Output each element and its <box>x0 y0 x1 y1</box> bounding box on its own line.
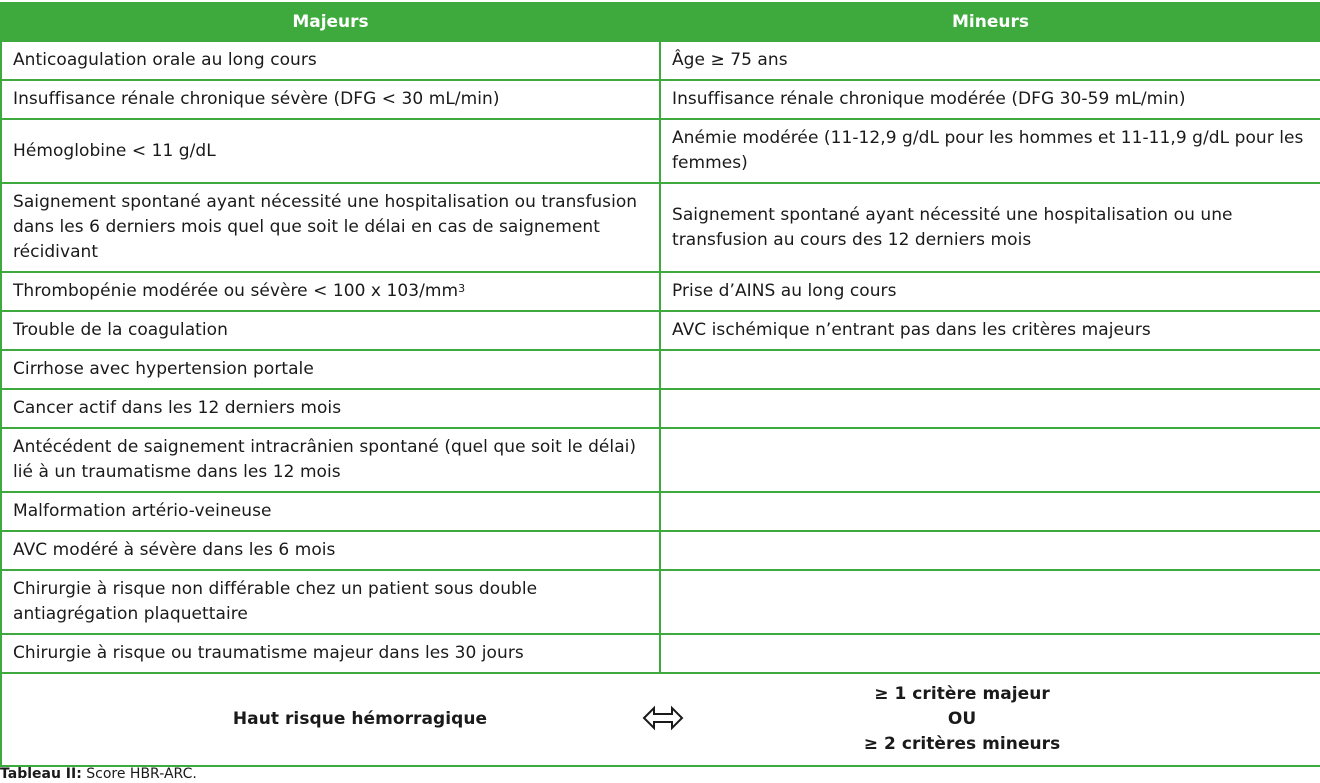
minor-cell-empty <box>660 570 1320 634</box>
major-cell: Hémoglobine < 11 g/dL <box>1 119 660 183</box>
criteria-line-major: ≥ 1 critère majeur <box>874 684 1050 704</box>
table-row <box>1 80 1320 119</box>
table-row <box>1 570 1320 634</box>
minor-header: Mineurs <box>660 3 1320 41</box>
table-row <box>1 41 1320 80</box>
minor-cell-empty <box>660 531 1320 570</box>
minor-cell-empty <box>660 389 1320 428</box>
minor-cell: Âge ≥ 75 ans <box>660 41 1320 80</box>
table-caption <box>0 766 197 782</box>
summary-content <box>2 674 1320 765</box>
major-cell: Chirurgie à risque ou traumatisme majeur dans les 30 jours <box>1 634 660 673</box>
criteria-line-or: OU <box>947 709 977 729</box>
hbr-arc-table <box>0 2 1320 767</box>
minor-cell: Saignement spontané ayant nécessité une hospitalisation ou une transfusion au cours des 12 derniers mois <box>660 183 1320 272</box>
major-cell: Saignement spontané ayant nécessité une hospitalisation ou transfusion dans les 6 derniers mois quel que soit le délai en cas de saignement récidivant <box>1 183 660 272</box>
major-cell: Trouble de la coagulation <box>1 311 660 350</box>
minor-cell-empty <box>660 350 1320 389</box>
caption-text: Score HBR-ARC. <box>81 766 197 782</box>
major-cell: Cancer actif dans les 12 derniers mois <box>1 389 660 428</box>
table-row <box>1 311 1320 350</box>
table-row <box>1 634 1320 673</box>
major-cell <box>1 272 660 311</box>
superscript: 3 <box>458 282 466 295</box>
minor-cell-empty <box>660 634 1320 673</box>
caption-label: Tableau II: <box>0 766 82 782</box>
high-risk-label: Haut risque hémorragique <box>232 709 488 729</box>
table-row <box>1 389 1320 428</box>
major-cell: Chirurgie à risque non différable chez un patient sous double antiagrégation plaquettaire <box>1 570 660 634</box>
table-header-row <box>1 3 1320 41</box>
major-cell: Malformation artério-veineuse <box>1 492 660 531</box>
summary-cell <box>1 673 1320 766</box>
major-cell: Anticoagulation orale au long cours <box>1 41 660 80</box>
table-row <box>1 428 1320 492</box>
minor-cell: Anémie modérée (11-12,9 g/dL pour les hommes et 11-11,9 g/dL pour les femmes) <box>660 119 1320 183</box>
major-cell: Cirrhose avec hypertension portale <box>1 350 660 389</box>
major-cell-text: Thrombopénie modérée ou sévère < 100 x 103/mm <box>13 281 459 301</box>
major-cell: AVC modéré à sévère dans les 6 mois <box>1 531 660 570</box>
summary-row <box>1 673 1320 766</box>
minor-cell: AVC ischémique n’entrant pas dans les critères majeurs <box>660 311 1320 350</box>
major-cell: Antécédent de saignement intracrânien spontané (quel que soit le délai) lié à un traumatisme dans les 12 mois <box>1 428 660 492</box>
table-row <box>1 183 1320 272</box>
table-row <box>1 350 1320 389</box>
table-row <box>1 272 1320 311</box>
table-row <box>1 119 1320 183</box>
major-header: Majeurs <box>1 3 660 41</box>
minor-cell: Insuffisance rénale chronique modérée (DFG 30-59 mL/min) <box>660 80 1320 119</box>
minor-cell-empty <box>660 428 1320 492</box>
table-row <box>1 531 1320 570</box>
criteria-line-minor: ≥ 2 critères mineurs <box>863 734 1061 754</box>
major-cell: Insuffisance rénale chronique sévère (DFG < 30 mL/min) <box>1 80 660 119</box>
minor-cell: Prise d’AINS au long cours <box>660 272 1320 311</box>
table-row <box>1 492 1320 531</box>
minor-cell-empty <box>660 492 1320 531</box>
criteria-summary <box>662 674 1262 765</box>
